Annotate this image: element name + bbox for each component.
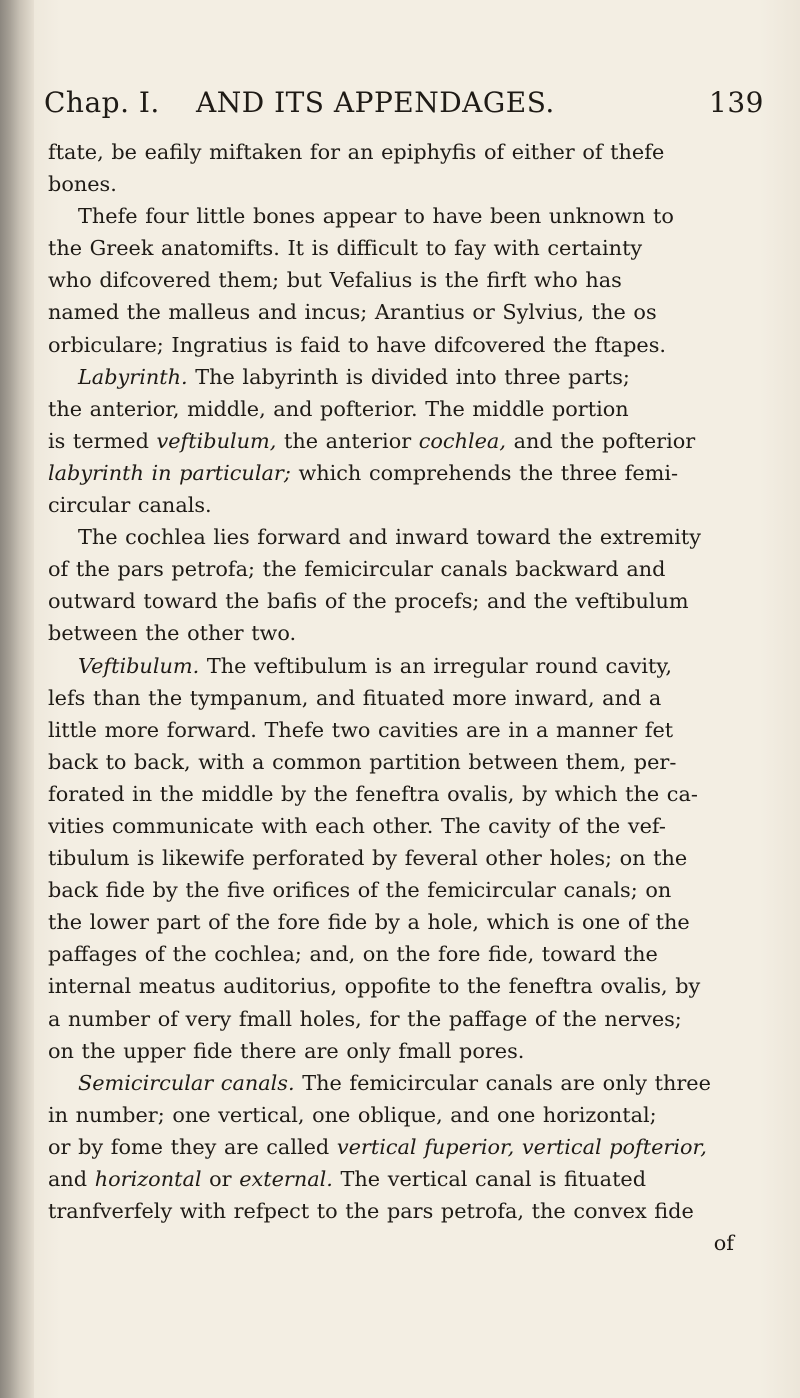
text-line: between the other two. <box>48 621 297 646</box>
text-line: is termed veftibulum, the anterior cochlea, and the pofterior <box>48 428 696 453</box>
section-heading-line: Labyrinth. The labyrinth is divided into three parts; <box>78 364 630 389</box>
text-line: bones. <box>48 172 117 197</box>
text-line: vities communicate with each other. The cavity of the vef- <box>48 813 666 838</box>
text-line: lefs than the tympanum, and fituated more inward, and a <box>48 685 662 710</box>
text-line: tranfverfely with refpect to the pars petrofa, the convex fide <box>48 1199 694 1224</box>
text-line: Thefe four little bones appear to have been unknown to <box>78 204 674 229</box>
chapter-label: Chap. I. <box>44 86 160 119</box>
section-heading: Labyrinth. <box>78 364 188 389</box>
text-line: of the pars petrofa; the femicircular canals backward and <box>48 557 666 582</box>
page-gutter <box>0 0 34 1398</box>
catchword-line <box>48 1227 748 1259</box>
text-line: The cochlea lies forward and inward toward the extremity <box>78 525 702 550</box>
page-number: 139 <box>709 86 764 119</box>
text-line: outward toward the bafis of the procefs; and the veftibulum <box>48 589 689 614</box>
text-line: tibulum is likewife perforated by feveral other holes; on the <box>48 846 688 871</box>
running-head <box>44 86 764 126</box>
section-heading: Semicircular canals. <box>78 1070 295 1095</box>
section-heading: Veftibulum. <box>78 653 200 678</box>
section-heading-line: Veftibulum. The veftibulum is an irregular round cavity, <box>78 653 672 678</box>
text-line: named the malleus and incus; Arantius or Sylvius, the os <box>48 300 657 325</box>
text-line: forated in the middle by the feneftra ovalis, by which the ca- <box>48 781 698 806</box>
text-line: the anterior, middle, and pofterior. The middle portion <box>48 396 629 421</box>
text-line: internal meatus auditorius, oppofite to the feneftra ovalis, by <box>48 974 701 999</box>
text-line: little more forward. Thefe two cavities are in a manner fet <box>48 717 674 742</box>
text-line: and horizontal or external. The vertical canal is fituated <box>48 1167 647 1191</box>
text-line: who difcovered them; but Vefalius is the firft who has <box>48 268 622 293</box>
text-line: the lower part of the fore fide by a hole, which is one of the <box>48 910 690 935</box>
text-line: back to back, with a common partition between them, per- <box>48 749 677 774</box>
running-title: AND ITS APPENDAGES. <box>196 86 555 119</box>
text-line: on the upper fide there are only fmall pores. <box>48 1038 525 1063</box>
text-line: or by fome they are called vertical fuperior, vertical pofterior, <box>48 1134 707 1159</box>
body-text <box>48 136 748 1259</box>
text-line: circular canals. <box>48 493 212 518</box>
text-line: in number; one vertical, one oblique, and one horizontal; <box>48 1102 657 1127</box>
catchword: of <box>713 1231 734 1256</box>
text-line: back fide by the five orifices of the femicircular canals; on <box>48 878 672 903</box>
text-line: labyrinth in particular; which comprehends the three femi- <box>48 460 679 485</box>
section-heading-line: Semicircular canals. The femicircular canals are only three <box>78 1070 711 1095</box>
text-line: ftate, be eafily miftaken for an epiphyfis of either of thefe <box>48 140 665 164</box>
text-line: the Greek anatomifts. It is difficult to fay with certainty <box>48 236 643 261</box>
text-line: paffages of the cochlea; and, on the fore fide, toward the <box>48 942 658 967</box>
text-line: orbiculare; Ingratius is faid to have difcovered the ftapes. <box>48 332 666 357</box>
text-line: a number of very fmall holes, for the paffage of the nerves; <box>48 1006 682 1031</box>
